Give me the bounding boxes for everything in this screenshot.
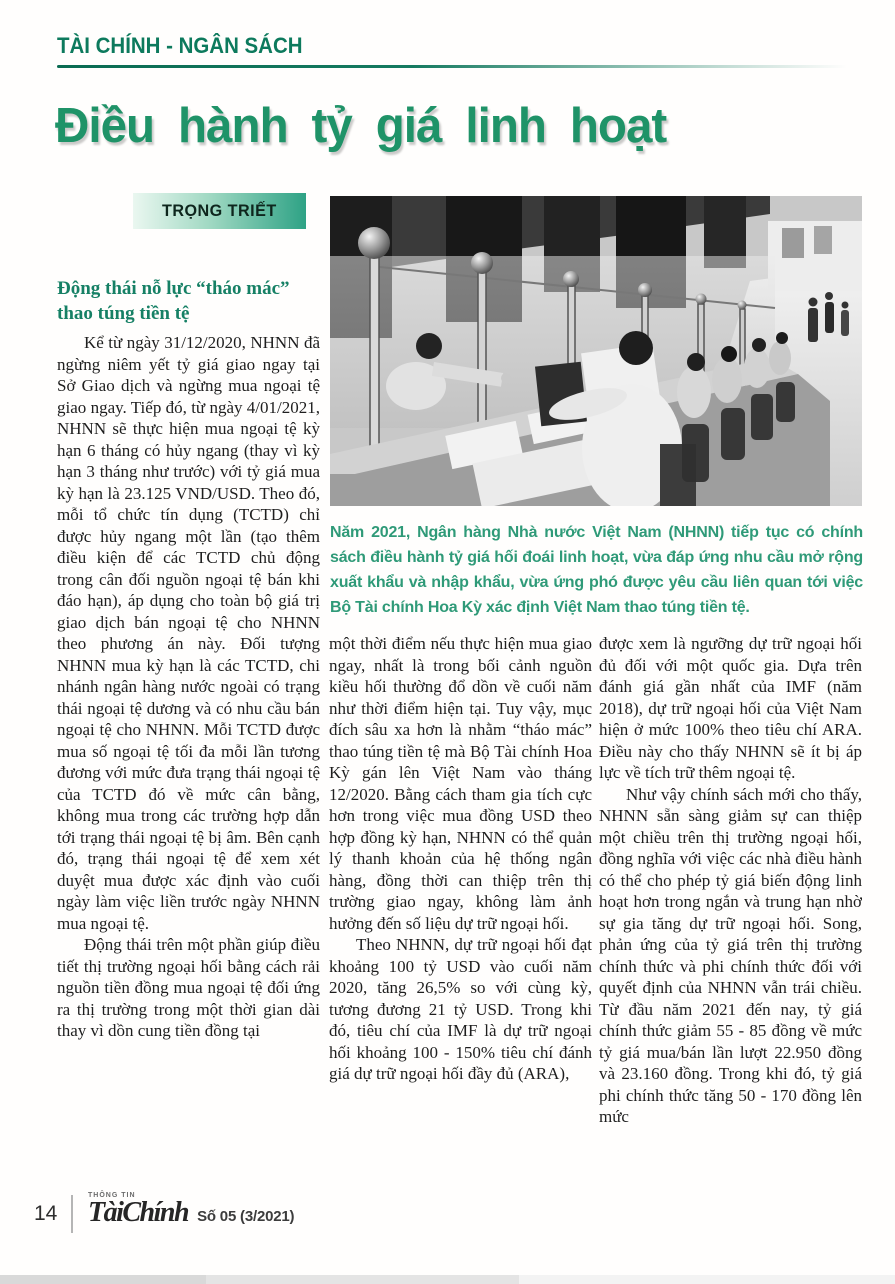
section-kicker: TÀI CHÍNH - NGÂN SÁCH xyxy=(57,33,303,58)
page-number: 14 xyxy=(34,1202,58,1225)
author-name: TRỌNG TRIẾT xyxy=(162,201,277,220)
magazine-logo-text: TàiChính xyxy=(88,1197,189,1228)
page-footer xyxy=(0,1192,895,1242)
author-badge xyxy=(133,193,306,229)
article-title: Điều hành tỷ giá linh hoạt xyxy=(55,99,667,153)
paragraph: Theo NHNN, dự trữ ngoại hối đạt khoảng 100 tỷ USD vào cuối năm 2020, tăng 26,5% so với cùng kỳ, tương đương 21 tỷ USD. Trong khi đó, tiêu chí của IMF là dự trữ ngoại hối khoảng 100 - 150% tiêu chí đánh giá dự trữ ngoại hối đầy đủ (ARA), xyxy=(329,935,592,1083)
column-right xyxy=(599,633,862,1195)
paragraph: được xem là ngưỡng dự trữ ngoại hối đủ đối với một quốc gia. Dựa trên đánh giá gần nhất của IMF (năm 2018), dự trữ ngoại hối của Việt Nam hiện ở mức 100% theo tiêu chí ARA. Điều này cho thấy NHNN sẽ ít bị áp lực về tích trữ thêm ngoại tệ. xyxy=(599,634,862,782)
paragraph: Như vậy chính sách mới cho thấy, NHNN sẵn sàng giảm sự can thiệp một chiều trên thị trường ngoại hối, đồng nghĩa với việc các nhà điều hành có thể cho phép tỷ giá biến động linh hoạt hơn trong ngắn và trung hạn nhờ sự gia tăng dự trữ ngoại hối. Song, phản ứng của tỷ giá trên thị trường chính thức và phi chính thức đối với quyết định của NHNN vẫn trái chiều. Từ đầu năm 2021 đến nay, tỷ giá chính thức giảm 55 - 85 đồng về mức tỷ giá mua/bán lần lượt 22.950 đồng và 23.160 đồng. Trong khi đó, tỷ giá phi chính thức tăng 50 - 170 đồng lên mức xyxy=(599,784,862,1126)
paragraph: Động thái trên một phần giúp điều tiết thị trường ngoại hối bằng cách rải nguồn tiền đồng mua ngoại tệ đối ứng ra thị trường trong một thời gian dài thay vì dồn cung tiền đồng tại xyxy=(57,935,320,1040)
magazine-logo xyxy=(88,1192,294,1229)
footer-divider xyxy=(71,1195,73,1233)
paragraph: Kể từ ngày 31/12/2020, NHNN đã ngừng niêm yết tỷ giá giao ngay tại Sở Giao dịch và ngừng mua ngoại tệ giao ngay. Tiếp đó, từ ngày 4/01/2021, NHNN sẽ thực hiện mua ngoại tệ kỳ hạn 6 tháng có hủy ngang (thay vì kỳ hạn 3 tháng như trước) với tỷ giá mua kỳ hạn là 23.125 VND/USD. Theo đó, mỗi tổ chức tín dụng (TCTD) chỉ được hủy ngang một lần (tạo thêm điều kiện để các TCTD chủ động trong cân đối nguồn ngoại tệ bán khi đáo hạn), áp dụng cho toàn bộ giá trị giao dịch bán ngoại tệ cho NHNN theo phương án này. Đối tượng NHNN mua kỳ hạn là các TCTD, chi nhánh ngân hàng nước ngoài có trạng thái ngoại tệ dương và có nhu cầu bán ngoại tệ cho NHNN. Mỗi TCTD được mua số ngoại tệ tối đa mỗi lần tương đương với mức đưa trạng thái ngoại tệ của TCTD đó về mức cân bằng, không mua trong các trường hợp dẫn tới trạng thái ngoại tệ bị âm. Bên cạnh đó, trạng thái ngoại tệ để xem xét duyệt mua được xác định vào cuối ngày làm việc liền trước ngày NHNN mua ngoại tệ. xyxy=(57,333,320,933)
paragraph: một thời điểm nếu thực hiện mua giao ngay, nhất là trong bối cảnh nguồn kiều hối thường đổ dồn về cuối năm như thời điểm hiện tại. Tuy vậy, mục đích sâu xa hơn là nhằm “tháo mác” thao túng tiền tệ mà Bộ Tài chính Hoa Kỳ gán lên Việt Nam vào tháng 12/2020. Bằng cách tham gia tích cực hơn trong việc mua đồng USD theo hợp đồng kỳ hạn, NHNN có thể quản lý thanh khoản của hệ thống ngân hàng, đồng thời can thiệp trên thị trường giao ngay, không làm ảnh hưởng đến số liệu dự trữ ngoại hối. xyxy=(329,634,592,933)
column-left xyxy=(57,276,320,1192)
kicker-underline xyxy=(57,65,847,68)
bank-counter-illustration xyxy=(330,196,862,506)
section-heading: Động thái nỗ lực “tháo mác” thao túng tiền tệ xyxy=(57,278,290,324)
photo-caption: Năm 2021, Ngân hàng Nhà nước Việt Nam (NHNN) tiếp tục có chính sách điều hành tỷ giá hối đoái linh hoạt, vừa đáp ứng nhu cầu mở rộng xuất khẩu và nhập khẩu, vừa ứng phó được yêu cầu liên quan tới việc Bộ Tài chính Hoa Kỳ xác định Việt Nam thao túng tiền tệ. xyxy=(330,524,863,616)
issue-label: Số 05 (3/2021) xyxy=(197,1208,295,1225)
column-middle xyxy=(329,633,592,1195)
scan-edge-strip xyxy=(0,1275,895,1284)
magazine-logo-overline: THÔNG TIN xyxy=(88,1192,136,1199)
article-photo xyxy=(330,196,862,506)
